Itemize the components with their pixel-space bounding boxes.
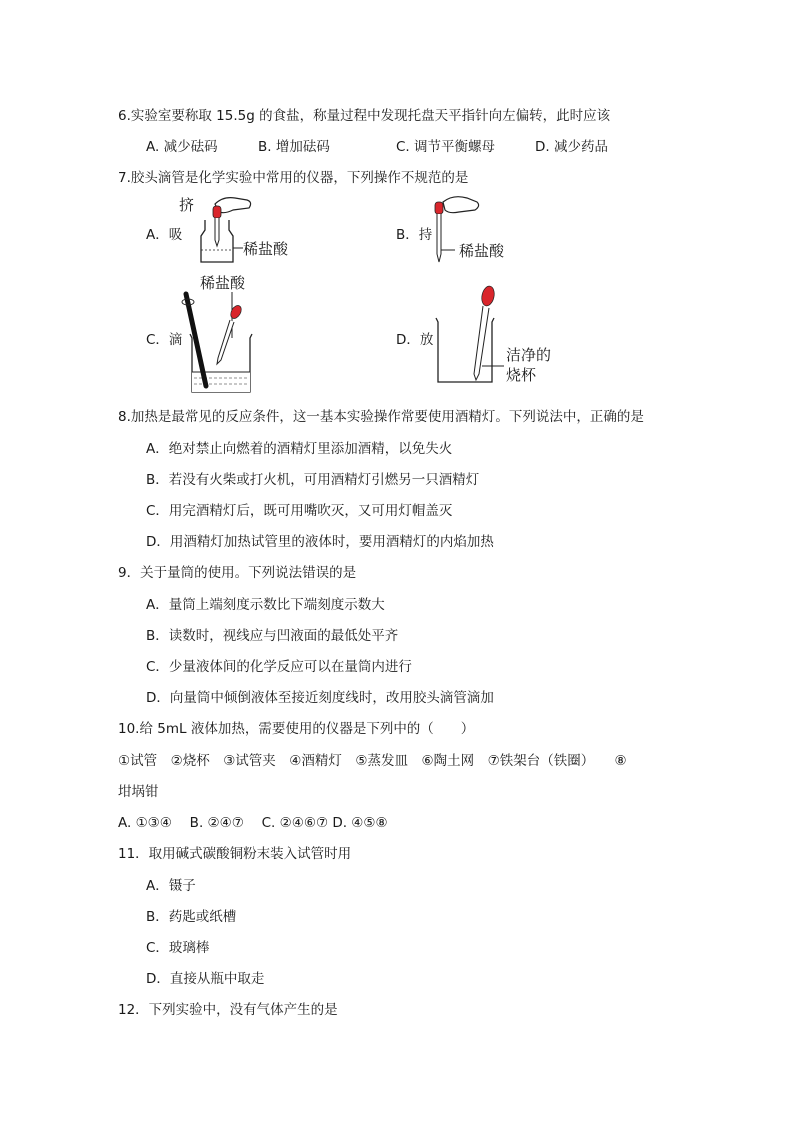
q10-stem: 10.给 5mL 液体加热，需要使用的仪器是下列中的（ ） xyxy=(118,721,475,737)
q7-stem: 7.胶头滴管是化学实验中常用的仪器，下列操作不规范的是 xyxy=(118,170,469,186)
q8-option-d: D．用酒精灯加热试管里的液体时，要用酒精灯的内焰加热 xyxy=(146,534,494,550)
q9-option-a: A．量筒上端刻度示数比下端刻度示数大 xyxy=(146,597,385,613)
figure-a-action-label: 挤 xyxy=(179,196,195,214)
q11-option-a: A．镊子 xyxy=(146,878,196,894)
q11-option-b: B．药匙或纸槽 xyxy=(146,909,237,925)
q6-option-b: B. 增加砝码 xyxy=(258,139,330,155)
q8-stem: 8.加热是最常见的反应条件，这一基本实验操作常要使用酒精灯。下列说法中，正确的是 xyxy=(118,409,644,425)
figure-c-liquid-label: 稀盐酸 xyxy=(200,274,246,292)
figure-b-liquid-label: 稀盐酸 xyxy=(459,242,505,260)
q7-option-c: C．滴 xyxy=(146,332,183,348)
q7-option-d: D．放 xyxy=(396,332,434,348)
q6-option-a: A. 减少砝码 xyxy=(146,139,218,155)
q8-option-b: B．若没有火柴或打火机，可用酒精灯引燃另一只酒精灯 xyxy=(146,472,480,488)
q7-option-b: B．持 xyxy=(396,227,433,243)
figure-d-label-line2: 烧杯 xyxy=(506,366,537,384)
q11-option-c: C．玻璃棒 xyxy=(146,940,210,956)
q10-items-line1: ①试管 ②烧杯 ③试管夹 ④酒精灯 ⑤蒸发皿 ⑥陶土网 ⑦铁架台（铁圈） ⑧ xyxy=(118,753,627,769)
q8-option-a: A．绝对禁止向燃着的酒精灯里添加酒精，以免失火 xyxy=(146,441,453,457)
q10-items-line2: 坩埚钳 xyxy=(118,784,159,800)
q9-stem: 9．关于量筒的使用。下列说法错误的是 xyxy=(118,565,357,581)
figure-a-liquid-label: 稀盐酸 xyxy=(243,240,289,258)
figure-dropper-drip xyxy=(180,272,280,398)
q9-option-b: B．读数时，视线应与凹液面的最低处平齐 xyxy=(146,628,399,644)
q12-stem: 12．下列实验中，没有气体产生的是 xyxy=(118,1002,338,1018)
q8-option-c: C．用完酒精灯后，既可用嘴吹灭，又可用灯帽盖灭 xyxy=(146,503,453,519)
figure-dropper-rest xyxy=(434,282,574,386)
q9-option-d: D．向量筒中倾倒液体至接近刻度线时，改用胶头滴管滴加 xyxy=(146,690,494,706)
figure-d-label-line1: 洁净的 xyxy=(506,346,552,364)
figure-dropper-hold xyxy=(425,192,545,272)
q10-options: A. ①③④ B. ②④⑦ C. ②④⑥⑦ D. ④⑤⑧ xyxy=(118,815,388,831)
figure-dropper-squeeze xyxy=(175,190,305,270)
q7-option-a: A．吸 xyxy=(146,227,183,243)
q6-stem: 6.实验室要称取 15.5g 的食盐，称量过程中发现托盘天平指针向左偏转，此时应该 xyxy=(118,108,611,124)
q9-option-c: C．少量液体间的化学反应可以在量筒内进行 xyxy=(146,659,412,675)
q11-stem: 11．取用碱式碳酸铜粉末装入试管时用 xyxy=(118,846,352,862)
q6-option-c: C. 调节平衡螺母 xyxy=(396,139,496,155)
q11-option-d: D．直接从瓶中取走 xyxy=(146,971,265,987)
q6-option-d: D. 减少药品 xyxy=(535,139,608,155)
